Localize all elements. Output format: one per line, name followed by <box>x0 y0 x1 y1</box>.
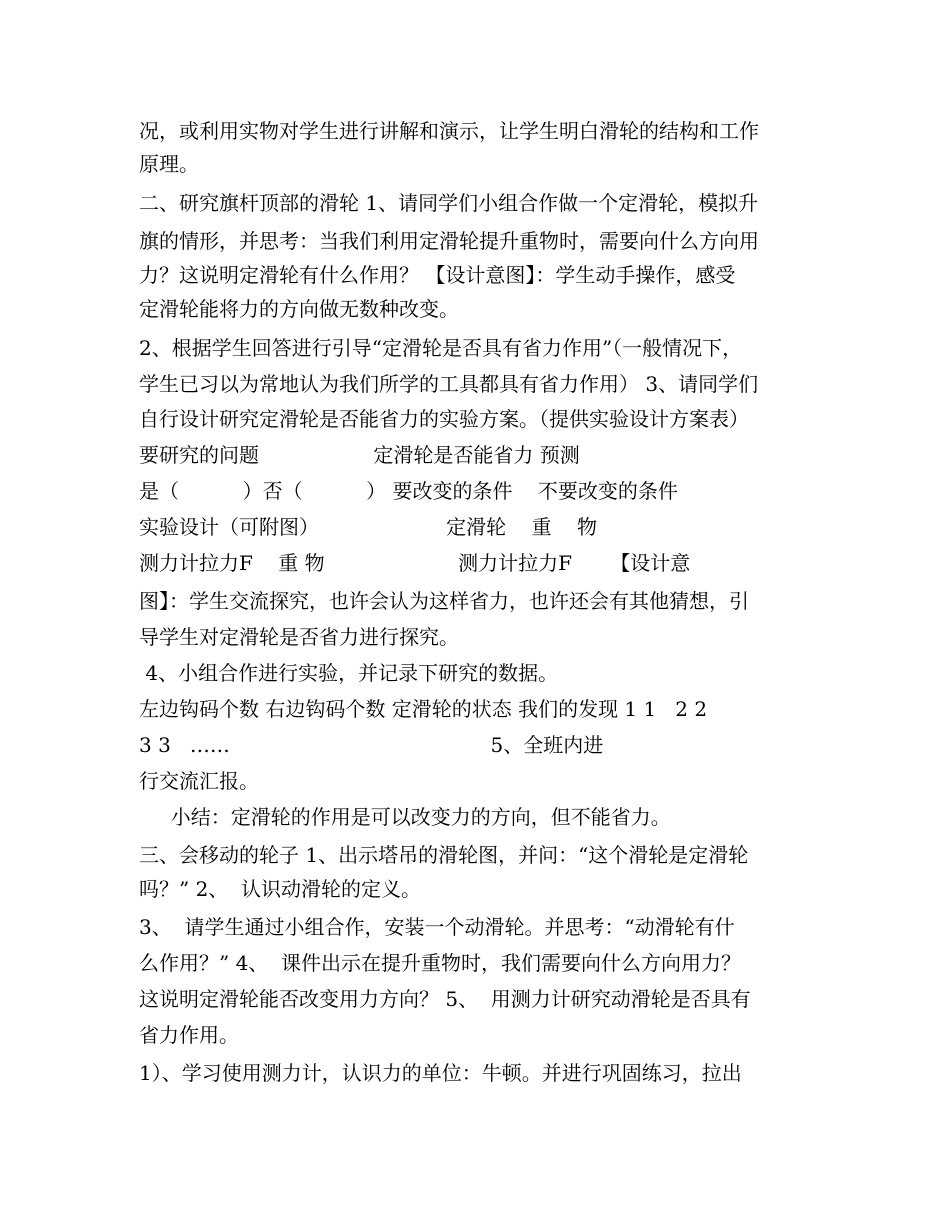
text-line: 4、小组合作进行实验，并记录下研究的数据。 <box>139 661 559 685</box>
text-line: 导学生对定滑轮是否省力进行探究。 <box>139 625 459 649</box>
text-line: 测力计拉力F 重 物 测力计拉力F 【设计意 <box>139 551 691 575</box>
text-line: 原理。 <box>139 152 199 176</box>
text-line: 自行设计研究定滑轮是否能省力的实验方案。（提供实验设计方案表） <box>139 407 749 431</box>
text-line: 左边钩码个数 右边钩码个数 定滑轮的状态 我们的发现 1 1 2 2 <box>139 697 708 721</box>
text-line: 二、研究旗杆顶部的滑轮 1、请同学们小组合作做一个定滑轮，模拟升 <box>139 191 759 215</box>
text-line: 么作用？” 4、 课件出示在提升重物时，我们需要向什么方向用力？ <box>139 951 742 975</box>
text-line: 力？这说明定滑轮有什么作用？ 【设计意图】：学生动手操作，感受 <box>139 263 736 287</box>
text-line: 旗的情形，并思考：当我们利用定滑轮提升重物时，需要向什么方向用 <box>139 229 759 253</box>
text-line: 况，或利用实物对学生进行讲解和演示，让学生明白滑轮的结构和工作 <box>139 119 759 143</box>
text-line: 要研究的问题 定滑轮是否能省力 预测 <box>139 443 580 467</box>
text-line: 1）、学习使用测力计，认识力的单位：牛顿。并进行巩固练习，拉出 <box>139 1061 742 1085</box>
text-line: 行交流汇报。 <box>139 769 259 793</box>
text-line: 定滑轮能将力的方向做无数种改变。 <box>139 297 459 321</box>
text-line: 实验设计（可附图） 定滑轮 重 物 <box>139 515 598 539</box>
text-line: 3 3 …… 5、全班内进 <box>139 733 604 757</box>
text-line: 2、根据学生回答进行引导“定滑轮是否具有省力作用”（一般情况下， <box>139 336 743 360</box>
text-line: 是（ ）否（ ） 要改变的条件 不要改变的条件 <box>139 479 678 503</box>
text-line: 这说明定滑轮能否改变用力方向？ 5、 用测力计研究动滑轮是否具有 <box>139 987 751 1011</box>
text-line: 小结：定滑轮的作用是可以改变力的方向，但不能省力。 <box>139 805 671 829</box>
text-line: 3、 请学生通过小组合作，安装一个动滑轮。并思考：“动滑轮有什 <box>139 915 735 939</box>
text-line: 图】：学生交流探究，也许会认为这样省力，也许还会有其他猜想，引 <box>139 589 749 613</box>
text-line: 吗？” 2、 认识动滑轮的定义。 <box>139 877 422 901</box>
text-line: 学生已习以为常地认为我们所学的工具都具有省力作用） 3、请同学们 <box>139 372 759 396</box>
text-line: 三、会移动的轮子 1、出示塔吊的滑轮图，并问：“这个滑轮是定滑轮 <box>139 843 749 867</box>
text-line: 省力作用。 <box>139 1023 239 1047</box>
